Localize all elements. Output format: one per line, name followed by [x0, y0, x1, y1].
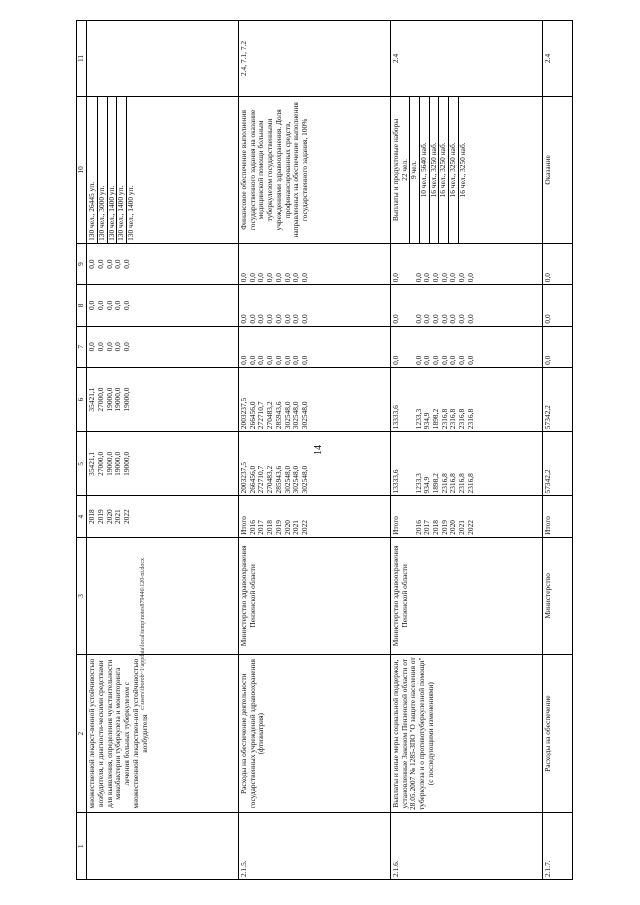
cell-line: 0,0: [265, 272, 275, 283]
cell-line: 16 чел., 3250 наб.: [458, 97, 468, 243]
cell-line: 2016: [247, 520, 257, 535]
row-code: 2.1.6.: [390, 813, 542, 880]
cell-line: 130 чел., 1400 уп.: [126, 97, 136, 243]
cell-line: 16 чел., 3250 наб.: [438, 97, 448, 243]
indicator-cell: Финансовое обеспечение выполнения государственного задания на оказание медицинской помощи больным туберкулезом государственными учреждениями здравоохранения. Доля профинансированных средств, направленных на обеспечение выполнения государственного задания, 100%: [238, 96, 390, 243]
cell-line: 0,0: [238, 314, 248, 324]
document-table-wrap: [76, 20, 573, 880]
cell-line: 0,0: [457, 314, 467, 324]
cell-line: 0,0: [256, 272, 266, 283]
cell-line: 0,0: [247, 314, 257, 324]
cell-line: 934,9: [422, 412, 432, 430]
years-cell: [390, 496, 542, 537]
cell-line: 13333,6: [390, 405, 400, 430]
cell-line: 2021: [457, 520, 467, 535]
program-table: [76, 20, 573, 880]
row-code: 2.1.5.: [238, 813, 390, 880]
cell-line: 2316,8: [465, 408, 475, 430]
cell-line: 2316,8: [448, 473, 458, 494]
years-cell: [238, 496, 390, 537]
cell-line: 2019: [273, 520, 283, 535]
cell-line: 2021: [291, 520, 301, 535]
cell-line: 0,0: [457, 355, 467, 365]
header-cell: 8: [77, 285, 87, 326]
cell-line: 10 чел., 5640 наб.: [419, 97, 429, 243]
cell-line: 2316,8: [439, 408, 449, 430]
regional-budget-cell: 57342,2: [542, 367, 572, 431]
cell-line: 285943,6: [273, 465, 283, 494]
cell-line: 0,0: [122, 300, 132, 311]
header-cell: 11: [77, 21, 87, 97]
cell-line: 27000,0: [95, 451, 105, 476]
cell-line: 2022: [122, 509, 132, 525]
other-sources-cell: 0,0: [542, 243, 572, 284]
cell-line: 0,0: [104, 300, 114, 311]
cell-line: 302548,0: [282, 401, 292, 430]
cell-line: 0,0: [448, 355, 458, 365]
cell-line: 0,0: [265, 314, 275, 324]
cell-line: 0,0: [430, 355, 440, 365]
cell-line: 0,0: [300, 355, 310, 365]
row-code: 2.1.7.: [542, 813, 572, 880]
cell-line: 0,0: [282, 355, 292, 365]
years-cell: Итого: [542, 496, 572, 537]
cell-line: 0,0: [291, 272, 301, 283]
cell-line: 19000,0: [104, 387, 114, 412]
other-sources-cell: [87, 243, 239, 284]
cell-line: 19000,0: [113, 387, 123, 412]
row-executor: Министерство: [542, 537, 572, 654]
federal-budget-cell: 0,0: [542, 326, 572, 367]
cell-line: 0,0: [273, 355, 283, 365]
cell-line: 302548,0: [300, 401, 310, 430]
cell-line: 2017: [422, 520, 432, 535]
cell-line: 2020: [104, 509, 114, 525]
cell-line: 2316,8: [448, 408, 458, 430]
cell-line: 0,0: [300, 314, 310, 324]
header-cell: 10: [77, 96, 87, 243]
cell-line: 0,0: [291, 314, 301, 324]
cell-line: 2018: [265, 520, 275, 535]
total-cell: [390, 432, 542, 496]
cell-line: 0,0: [95, 342, 105, 352]
cell-line: 0,0: [390, 355, 400, 365]
row-executor: Министерство здравоохранения Пензенской области: [390, 537, 542, 654]
table-row: [87, 21, 239, 880]
table-row: [390, 21, 542, 880]
cell-line: 19000,0: [122, 387, 132, 412]
cell-line: 0,0: [104, 342, 114, 352]
header-cell: 6: [77, 367, 87, 431]
years-cell: [87, 496, 239, 537]
header-cell: 1: [77, 813, 87, 880]
row-name: Расходы на обеспечение деятельности государственных учреждений здравоохранения (фтизиатрия): [238, 654, 390, 812]
local-budget-cell: 0,0: [542, 285, 572, 326]
row-executor: Министерство здравоохранения Пензенской области: [238, 537, 390, 654]
header-cell: 7: [77, 326, 87, 367]
cell-line: 2316,8: [457, 408, 467, 430]
cell-line: 0,0: [465, 314, 475, 324]
cell-line: 0,0: [273, 314, 283, 324]
cell-line: 9 чел.: [409, 97, 419, 243]
cell-line: 0,0: [256, 355, 266, 365]
total-cell: [238, 432, 390, 496]
cell-line: 0,0: [87, 300, 97, 311]
cell-line: 2316,8: [457, 473, 467, 494]
row-code: [87, 813, 239, 880]
cell-line: 2019: [95, 509, 105, 525]
cell-line: 2018: [87, 509, 97, 525]
cell-line: 266456,0: [247, 465, 257, 494]
cell-line: 0,0: [104, 259, 114, 269]
cell-line: 130 чел., 1400 уп.: [107, 97, 117, 243]
row-name: множественной лекарст-венной устойчивостью возбудителя, и диагности-ческими средствами для выявления, определения чувствительности микобактерии туберкулеза и мониторинга лечения больных туберкулезом с множественной лекарствен-ной устойчивостью возбудителя: [87, 654, 239, 812]
cell-line: 2316,8: [465, 473, 475, 494]
cell-line: 0,0: [430, 272, 440, 283]
cell-line: 0,0: [439, 355, 449, 365]
cell-line: 2022: [300, 520, 310, 535]
indicator-heading: Выплаты и продуктовые наборы: [390, 118, 400, 222]
cell-line: 0,0: [448, 314, 458, 324]
cell-line: 2003237,5: [238, 397, 248, 430]
row-executor: [87, 537, 239, 654]
cell-line: 35421,1: [87, 387, 97, 412]
cell-line: 0,0: [273, 272, 283, 283]
cell-line: 0,0: [87, 342, 97, 352]
cell-line: 0,0: [465, 355, 475, 365]
footer-file-path: c:\users\iborob~1\appdata\local\temp\notes879446\120-ni.docx: [140, 557, 146, 710]
header-row: [77, 21, 87, 880]
cell-line: Итого: [238, 516, 248, 535]
header-cell: 3: [77, 537, 87, 654]
cell-line: 302548,0: [291, 401, 301, 430]
table-row: [542, 21, 572, 880]
cell-line: 270483,2: [265, 401, 275, 430]
indicator-cell: [87, 96, 239, 243]
local-budget-cell: [87, 285, 239, 326]
cell-line: 0,0: [113, 300, 123, 311]
cell-line: 0,0: [439, 272, 449, 283]
cell-line: 302548,0: [282, 465, 292, 494]
cell-line: 0,0: [113, 259, 123, 269]
cell-line: 0,0: [113, 342, 123, 352]
cell-line: 2016: [413, 520, 423, 535]
cell-line: 22 чел.: [399, 159, 409, 181]
cell-line: 0,0: [282, 272, 292, 283]
cell-line: 1233,3: [413, 473, 423, 494]
other-sources-cell: [238, 243, 390, 284]
table-row: [238, 21, 390, 880]
cell-line: 2021: [113, 509, 123, 525]
indicator-list: [401, 99, 468, 241]
cell-line: 934,9: [422, 476, 432, 494]
cell-line: 2020: [282, 520, 292, 535]
cell-line: 0,0: [439, 314, 449, 324]
cell-line: 2022: [465, 520, 475, 535]
cell-line: 0,0: [413, 355, 423, 365]
cell-line: 2316,8: [439, 473, 449, 494]
cell-line: 0,0: [122, 342, 132, 352]
cell-line: 270483,2: [265, 465, 275, 494]
cell-line: 0,0: [247, 272, 257, 283]
cell-line: 0,0: [300, 272, 310, 283]
cell-line: 0,0: [422, 314, 432, 324]
other-sources-cell: [390, 243, 542, 284]
header-cell: 9: [77, 243, 87, 284]
local-budget-cell: [238, 285, 390, 326]
cell-line: 285943,6: [273, 401, 283, 430]
total-cell: 57342,2: [542, 432, 572, 496]
cell-line: 1898,2: [430, 408, 440, 430]
cell-line: 1898,2: [430, 473, 440, 494]
cell-line: 302548,0: [300, 465, 310, 494]
page-number: 14: [313, 445, 324, 455]
cell-line: 27000,0: [95, 387, 105, 412]
cell-line: 130 чел., 26445 уп.: [87, 181, 97, 241]
cell-line: 16 чел., 3250 наб.: [448, 97, 458, 243]
cell-line: 0,0: [256, 314, 266, 324]
cell-line: 2003237,5: [238, 462, 248, 494]
cell-line: 0,0: [422, 355, 432, 365]
cell-line: 1233,3: [413, 408, 423, 430]
row-name: Выплаты и иные меры социальной поддержки, установленные Законом Пензенской области от 28.05.2007 № 1285-ЗПО "О защите населения от туберкулеза и о противотуберкулезной помощи" (с последующими изменениями): [390, 654, 542, 812]
cell-line: 0,0: [448, 272, 458, 283]
cell-line: 0,0: [87, 259, 97, 269]
cell-line: 0,0: [238, 272, 248, 283]
cell-line: 19000,0: [113, 451, 123, 476]
cell-line: 0,0: [390, 314, 400, 324]
ref-cell: [87, 21, 239, 97]
cell-line: 19000,0: [122, 451, 132, 476]
cell-line: 0,0: [95, 300, 105, 311]
cell-line: 272710,7: [256, 401, 266, 430]
regional-budget-cell: [238, 367, 390, 431]
indicator-cell: Оказание: [542, 96, 572, 243]
cell-line: 0,0: [238, 355, 248, 365]
federal-budget-cell: [390, 326, 542, 367]
cell-line: 0,0: [430, 314, 440, 324]
cell-line: 0,0: [291, 355, 301, 365]
cell-line: 0,0: [413, 272, 423, 283]
cell-line: 16 чел., 3250 наб.: [429, 97, 439, 243]
ref-cell: 2.4: [390, 21, 542, 97]
cell-line: 0,0: [122, 259, 132, 269]
regional-budget-cell: [87, 367, 239, 431]
local-budget-cell: [390, 285, 542, 326]
cell-line: 130 чел., 1400 уп.: [116, 97, 126, 243]
cell-line: 302548,0: [291, 465, 301, 494]
ref-cell: 2.4, 7.1, 7.2: [238, 21, 390, 97]
cell-line: 0,0: [247, 355, 257, 365]
cell-line: 0,0: [95, 259, 105, 269]
cell-line: 2019: [439, 520, 449, 535]
cell-line: 272710,7: [256, 465, 266, 494]
cell-line: 2018: [430, 520, 440, 535]
total-cell: [87, 432, 239, 496]
cell-line: 2017: [256, 520, 266, 535]
header-cell: 4: [77, 496, 87, 537]
cell-line: 0,0: [465, 272, 475, 283]
cell-line: 266456,0: [247, 401, 257, 430]
cell-line: 13333,6: [390, 469, 400, 494]
header-cell: 2: [77, 654, 87, 812]
row-name: Расходы на обеспечение: [542, 654, 572, 812]
ref-cell: 2.4: [542, 21, 572, 97]
indicator-cell: [390, 96, 542, 243]
cell-line: 0,0: [265, 355, 275, 365]
federal-budget-cell: [87, 326, 239, 367]
cell-line: 0,0: [390, 272, 400, 283]
cell-line: 19000,0: [104, 451, 114, 476]
cell-line: 130 чел., 3000 уп.: [97, 97, 107, 243]
cell-line: 0,0: [413, 314, 423, 324]
header-cell: 5: [77, 432, 87, 496]
cell-line: 35421,1: [87, 451, 97, 476]
cell-line: 2020: [448, 520, 458, 535]
regional-budget-cell: [390, 367, 542, 431]
federal-budget-cell: [238, 326, 390, 367]
cell-line: 0,0: [282, 314, 292, 324]
cell-line: 0,0: [422, 272, 432, 283]
cell-line: Итого: [390, 516, 400, 535]
cell-line: 0,0: [457, 272, 467, 283]
